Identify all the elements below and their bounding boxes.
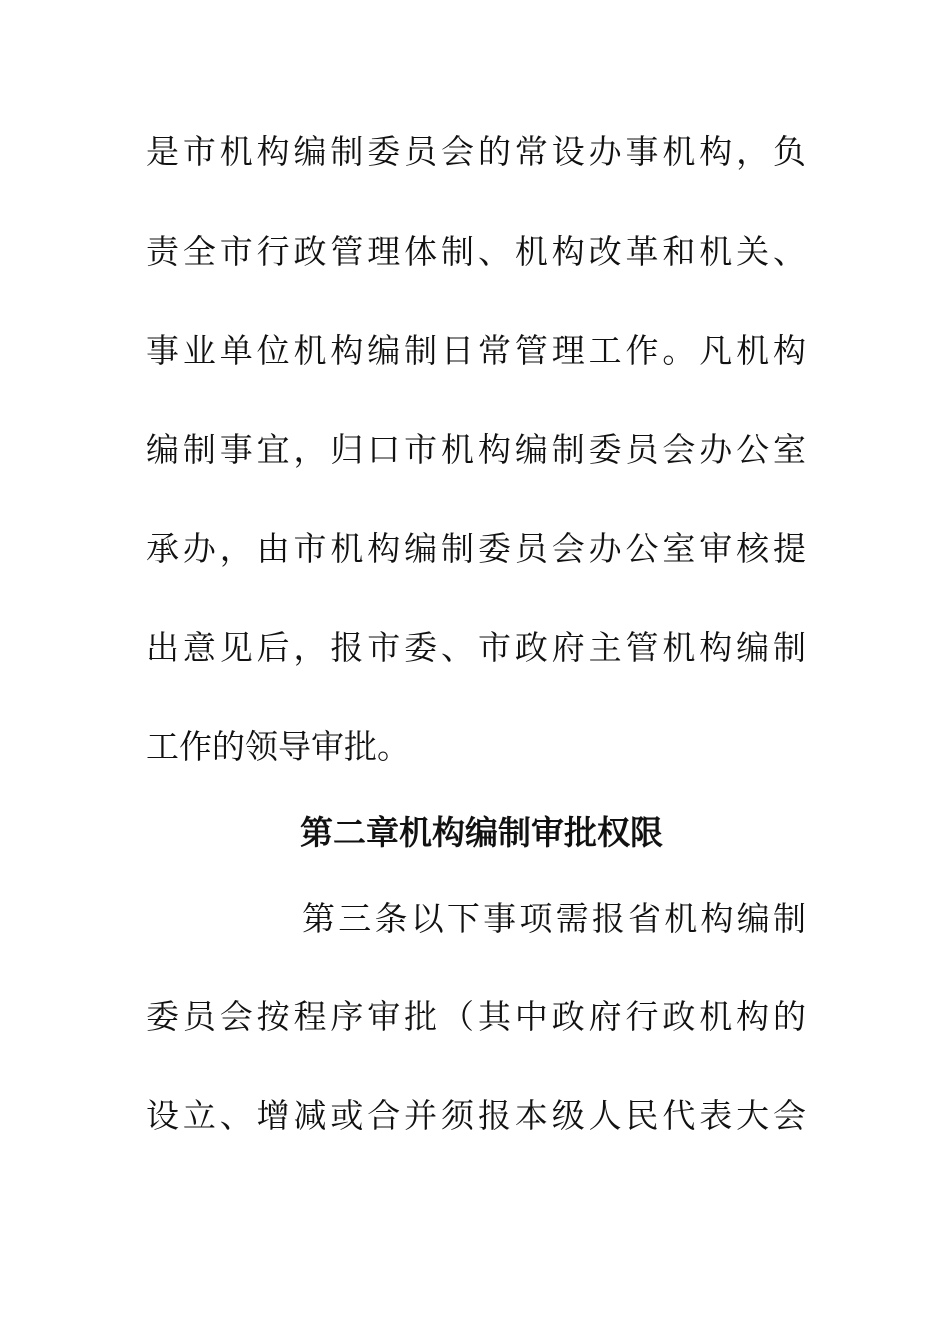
paragraph-1-line-7: 工作的领导审批。 [146, 727, 410, 766]
article-3-line-2: 委员会按程序审批（其中政府行政机构的 [146, 997, 806, 1036]
article-3-line-3: 设立、增减或合并须报本级人民代表大会 [146, 1096, 806, 1135]
paragraph-1-line-4: 编制事宜，归口市机构编制委员会办公室 [146, 430, 806, 469]
paragraph-1-line-3: 事业单位机构编制日常管理工作。凡机构 [146, 331, 806, 370]
paragraph-1-line-2: 责全市行政管理体制、机构改革和机关、 [146, 232, 806, 271]
paragraph-1-line-6: 出意见后，报市委、市政府主管机构编制 [146, 628, 806, 667]
paragraph-1-line-5: 承办，由市机构编制委员会办公室审核提 [146, 529, 806, 568]
paragraph-1-line-1: 是市机构编制委员会的常设办事机构，负 [146, 132, 806, 171]
chapter-heading: 第二章机构编制审批权限 [300, 813, 663, 852]
article-3-line-1: 第三条以下事项需报省机构编制 [302, 899, 806, 938]
